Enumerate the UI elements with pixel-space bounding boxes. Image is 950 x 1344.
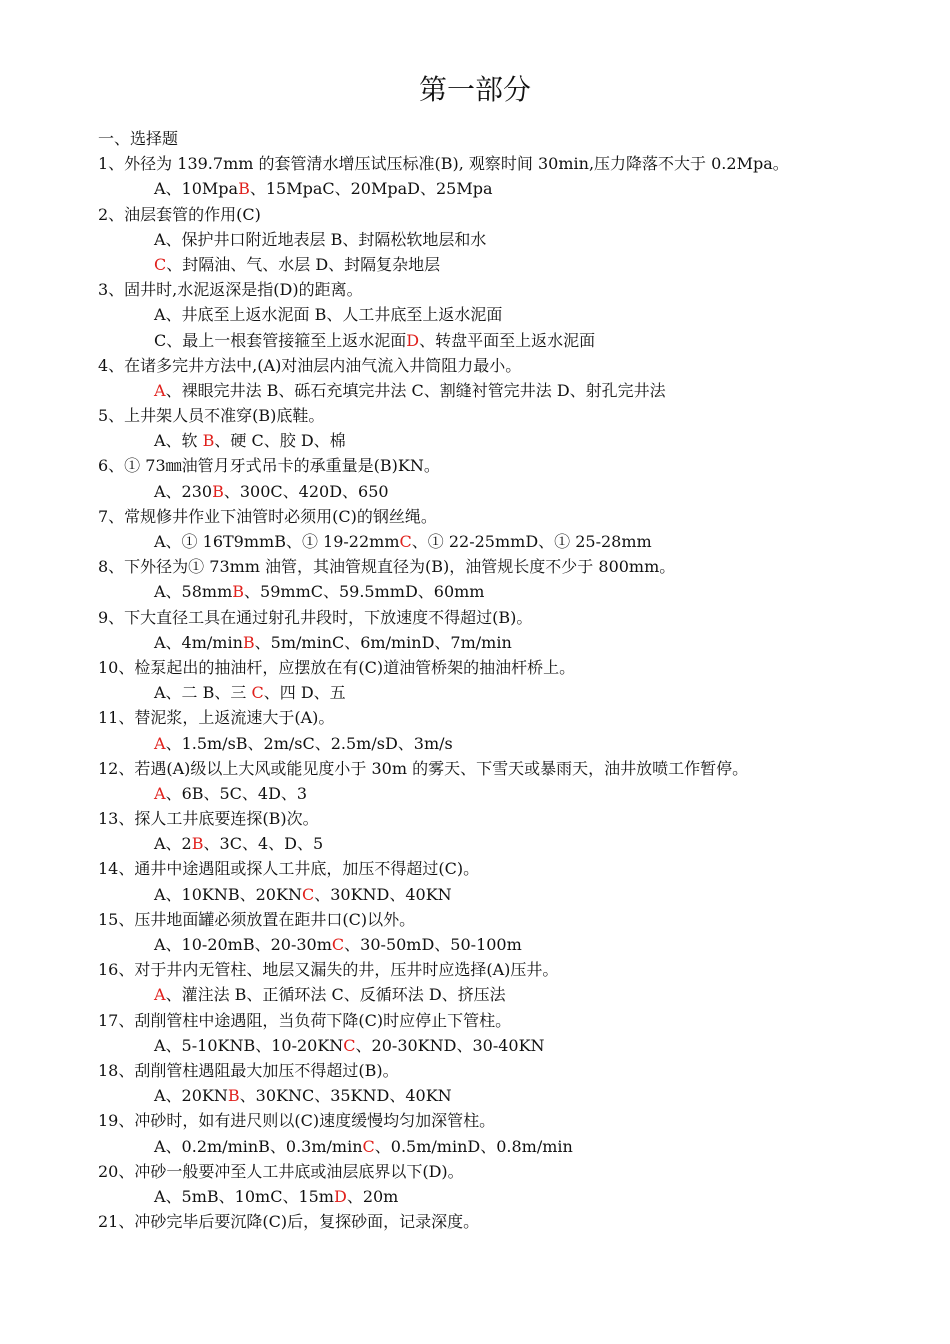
text-segment: A、井底至上返水泥面 B、人工井底至上返水泥面: [154, 305, 503, 325]
question-text: [98, 277, 928, 302]
answer-marker: B: [242, 632, 255, 652]
text-segment: 3、固井时,水泥返深是指(D)的距离。: [98, 280, 363, 300]
question-text: [98, 1008, 928, 1033]
text-segment: A、5-10KNB、10-20KN: [154, 1035, 344, 1055]
text-segment: 、6B、5C、4D、3: [165, 783, 308, 803]
text-segment: 、裸眼完井法 B、砾石充填完井法 C、割缝衬管完井法 D、射孔完井法: [165, 380, 666, 400]
answer-options: [98, 882, 928, 907]
answer-marker: A: [154, 733, 166, 753]
answer-options: [98, 1184, 928, 1209]
text-segment: 、3C、4、D、5: [203, 834, 324, 854]
question-text: [98, 554, 928, 579]
text-segment: A、保护井口附近地表层 B、封隔松软地层和水: [154, 229, 487, 249]
answer-marker: B: [202, 431, 215, 451]
answer-options: [98, 302, 928, 327]
answer-options: [98, 781, 928, 806]
text-segment: 16、对于井内无管柱、地层又漏失的井，压井时应选择(A)压井。: [98, 960, 559, 980]
answer-marker: C: [399, 532, 412, 551]
question-text: [98, 605, 928, 630]
answer-marker: A: [154, 380, 166, 400]
question-text: [98, 1108, 928, 1133]
text-segment: A、58mm: [154, 582, 233, 602]
answer-marker: B: [227, 1086, 240, 1106]
answer-marker: A: [154, 783, 166, 803]
text-segment: 、20-30KND、30-40KN: [355, 1035, 545, 1055]
text-segment: A、10-20mB、20-30m: [154, 935, 332, 954]
text-segment: 10、检泵起出的抽油杆，应摆放在有(C)道油管桥架的抽油杆桥上。: [98, 657, 576, 677]
answer-options: [98, 479, 928, 504]
answer-marker: C: [301, 884, 315, 904]
answer-options: [98, 630, 928, 655]
question-text: [98, 655, 928, 680]
page-title: 第一部分: [418, 73, 531, 106]
answer-options: [98, 1083, 928, 1108]
text-segment: 12、若遇(A)级以上大风或能见度小于 30m 的雾天、下雪天或暴雨天，油井放喷工作暂停。: [98, 758, 749, 778]
answer-marker: D: [333, 1186, 347, 1206]
answer-marker: A: [154, 985, 166, 1005]
question-text: [98, 1058, 928, 1083]
answer-options: [98, 982, 928, 1007]
answer-options: [98, 831, 928, 856]
answer-options: [98, 1033, 928, 1058]
answer-options: [98, 428, 928, 453]
answer-marker: C: [331, 935, 345, 954]
text-segment: 17、刮削管柱中途遇阻，当负荷下降(C)时应停止下管柱。: [98, 1010, 512, 1030]
answer-options: [98, 680, 928, 705]
text-segment: 、300C、420D、650: [223, 481, 389, 501]
text-segment: 6、① 73㎜油管月牙式吊卡的承重量是(B)KN。: [98, 456, 440, 476]
question-text: [98, 957, 928, 982]
text-segment: 、30KND、40KN: [314, 884, 452, 904]
question-text: [98, 856, 928, 881]
text-segment: 4、在诸多完井方法中,(A)对油层内油气流入井筒阻力最小。: [98, 355, 522, 375]
text-segment: 8、下外径为① 73mm 油管，其油管规直径为(B)，油管规长度不少于 800mm。: [98, 557, 676, 577]
question-text: [98, 353, 928, 378]
text-segment: 11、替泥浆，上返流速大于(A)。: [98, 708, 335, 728]
text-segment: A、10KNB、20KN: [154, 884, 302, 904]
text-segment: 21、冲砂完毕后要沉降(C)后，复探砂面，记录深度。: [98, 1212, 480, 1232]
answer-marker: C: [343, 1035, 356, 1055]
answer-options: [98, 176, 928, 201]
question-text: [98, 1159, 928, 1184]
answer-marker: B: [212, 481, 224, 501]
text-segment: 5、上井架人员不准穿(B)底鞋。: [98, 406, 325, 426]
text-segment: A、① 16T9mmB、① 19-22mm: [154, 532, 400, 551]
text-segment: 、30-50mD、50-100m: [344, 935, 522, 954]
question-text: [98, 756, 928, 781]
text-segment: 15、压井地面罐必须放置在距井口(C)以外。: [98, 909, 416, 929]
question-text: [98, 151, 928, 176]
answer-options: [98, 328, 928, 353]
answer-options: [98, 227, 928, 252]
text-segment: A、10Mpa: [154, 179, 239, 199]
answer-marker: B: [238, 179, 250, 199]
question-text: [98, 1209, 928, 1234]
document-body: [98, 126, 928, 1234]
text-segment: 19、冲砂时，如有进尺则以(C)速度缓慢均匀加深管柱。: [98, 1111, 496, 1131]
text-segment: 、封隔油、气、水层 D、封隔复杂地层: [166, 254, 441, 274]
answer-options: [98, 1134, 928, 1159]
text-segment: 18、刮削管柱遇阻最大加压不得超过(B)。: [98, 1060, 399, 1080]
answer-marker: B: [232, 582, 245, 602]
text-segment: A、20KN: [154, 1086, 228, 1106]
text-segment: 、5m/minC、6m/minD、7m/min: [254, 632, 512, 652]
text-segment: A、二 B、三: [154, 683, 252, 703]
text-segment: 、灌注法 B、正循环法 C、反循环法 D、挤压法: [165, 985, 506, 1005]
text-segment: 、15MpaC、20MpaD、25Mpa: [249, 179, 493, 199]
text-segment: 、转盘平面至上返水泥面: [419, 330, 596, 350]
text-segment: 、20m: [346, 1186, 399, 1206]
question-text: [98, 504, 928, 529]
text-segment: A、5mB、10mC、15m: [154, 1186, 334, 1206]
text-segment: 13、探人工井底要连探(B)次。: [98, 809, 319, 829]
question-text: [98, 453, 928, 478]
question-text: [98, 907, 928, 932]
text-segment: 、30KNC、35KND、40KN: [239, 1086, 452, 1106]
answer-marker: B: [191, 834, 204, 854]
text-segment: A、0.2m/minB、0.3m/min: [154, 1136, 363, 1156]
question-text: [98, 806, 928, 831]
section-heading: 一、选择题: [98, 129, 179, 148]
text-segment: 2、油层套管的作用(C): [98, 204, 261, 224]
text-segment: 、0.5m/minD、0.8m/min: [374, 1136, 573, 1156]
text-segment: 、59mmC、59.5mmD、60mm: [244, 582, 485, 602]
answer-marker: C: [251, 683, 264, 703]
question-text: [98, 403, 928, 428]
text-segment: A、软: [154, 431, 203, 451]
text-segment: 14、通井中途遇阻或探人工井底，加压不得超过(C)。: [98, 859, 480, 879]
text-segment: 9、下大直径工具在通过射孔井段时，下放速度不得超过(B)。: [98, 607, 533, 627]
text-segment: 、四 D、五: [263, 683, 346, 703]
answer-options: [98, 731, 928, 756]
text-segment: 、硬 C、胶 D、棉: [214, 431, 346, 451]
text-segment: 1、外径为 139.7mm 的套管清水增压试压标准(B), 观察时间 30min,压力降落不大于 0.2Mpa。: [98, 154, 789, 174]
answer-marker: C: [154, 254, 167, 274]
answer-options: [98, 579, 928, 604]
text-segment: A、2: [154, 834, 192, 854]
answer-options: [98, 252, 928, 277]
text-segment: A、230: [154, 481, 213, 501]
text-segment: 20、冲砂一般要冲至人工井底或油层底界以下(D)。: [98, 1161, 464, 1181]
text-segment: C、最上一根套管接箍至上返水泥面: [154, 330, 407, 350]
question-text: [98, 202, 928, 227]
question-list: [98, 151, 928, 1234]
text-segment: 、① 22-25mmD、① 25-28mm: [411, 532, 652, 551]
answer-marker: D: [406, 330, 420, 350]
answer-marker: C: [362, 1136, 375, 1156]
text-segment: A、4m/min: [154, 632, 243, 652]
answer-options: [98, 378, 928, 403]
question-text: [98, 705, 928, 730]
answer-options: [98, 932, 928, 957]
text-segment: 、1.5m/sB、2m/sC、2.5m/sD、3m/s: [165, 733, 453, 753]
text-segment: 7、常规修井作业下油管时必须用(C)的钢丝绳。: [98, 506, 437, 526]
answer-options: [98, 529, 928, 554]
